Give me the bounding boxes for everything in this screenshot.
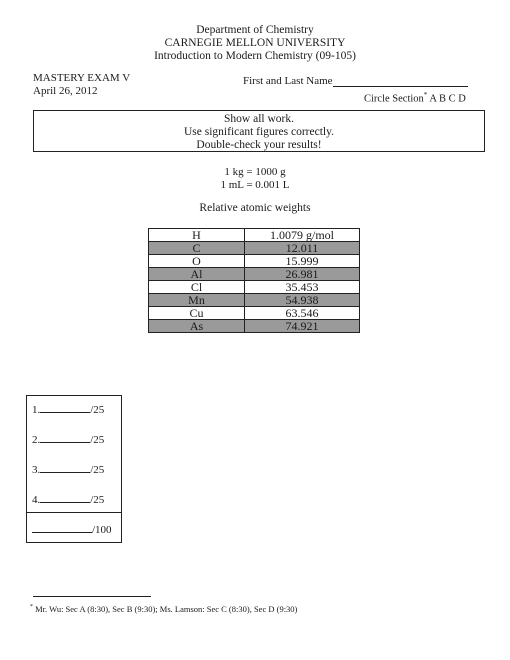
footnote-text: Mr. Wu: Sec A (8:30), Sec B (9:30); Ms. Lamson: Sec C (8:30), Sec D (9:30) xyxy=(35,604,298,614)
element-symbol: C xyxy=(149,242,245,255)
atomic-weight-value: 54.938 xyxy=(245,294,360,307)
footnote-rule xyxy=(33,596,151,597)
score-blank[interactable] xyxy=(40,433,90,443)
score-row-1 xyxy=(32,403,104,416)
section-label: Circle Section xyxy=(364,93,424,105)
conversion-line: 1 kg = 1000 g xyxy=(224,166,286,178)
element-symbol: H xyxy=(149,229,245,242)
atomic-weight-value: 26.981 xyxy=(245,268,360,281)
atomic-weight-row xyxy=(149,320,360,333)
total-divider xyxy=(27,512,121,513)
question-number: 1. xyxy=(32,404,41,416)
atomic-weights-title: Relative atomic weights xyxy=(199,202,311,214)
element-symbol: Cu xyxy=(149,307,245,320)
exam-info xyxy=(33,72,130,98)
atomic-weight-value: 15.999 xyxy=(245,255,360,268)
total-blank[interactable] xyxy=(32,523,92,533)
instruction-line: Double-check your results! xyxy=(196,139,322,151)
atomic-weight-value: 74.921 xyxy=(245,320,360,333)
section-selector xyxy=(364,91,466,105)
score-blank[interactable] xyxy=(40,463,90,473)
question-max: /25 xyxy=(90,434,105,446)
score-row-3 xyxy=(32,463,104,476)
section-options[interactable]: A B C D xyxy=(429,93,466,105)
score-row-4 xyxy=(32,493,104,506)
element-symbol: O xyxy=(149,255,245,268)
atomic-weight-row xyxy=(149,294,360,307)
atomic-weight-row xyxy=(149,229,360,242)
element-symbol: Cl xyxy=(149,281,245,294)
exam-date: April 26, 2012 xyxy=(33,85,98,97)
score-blank[interactable] xyxy=(40,493,90,503)
score-blank[interactable] xyxy=(40,403,90,413)
atomic-weight-value: 63.546 xyxy=(245,307,360,320)
name-field[interactable] xyxy=(243,75,468,87)
instruction-line: Use significant figures correctly. xyxy=(184,126,334,138)
element-symbol: Al xyxy=(149,268,245,281)
score-row-2 xyxy=(32,433,104,446)
footnote-marker: * xyxy=(30,604,33,611)
atomic-weight-value: 1.0079 g/mol xyxy=(245,229,360,242)
atomic-weight-row xyxy=(149,281,360,294)
section-footnote-marker: * xyxy=(423,91,428,99)
score-total-row xyxy=(32,523,112,536)
name-label: First and Last Name xyxy=(243,75,333,87)
atomic-weight-value: 35.453 xyxy=(245,281,360,294)
department-name: Department of Chemistry xyxy=(196,24,314,36)
atomic-weight-row xyxy=(149,242,360,255)
total-max: /100 xyxy=(92,524,112,536)
question-max: /25 xyxy=(90,464,105,476)
question-max: /25 xyxy=(90,494,105,506)
course-name: Introduction to Modern Chemistry (09-105) xyxy=(154,50,356,62)
instruction-line: Show all work. xyxy=(224,113,294,125)
question-number: 4. xyxy=(32,494,41,506)
atomic-weights-table xyxy=(148,228,360,333)
atomic-weight-value: 12.011 xyxy=(245,242,360,255)
conversion-line: 1 mL = 0.001 L xyxy=(220,179,290,191)
exam-title: MASTERY EXAM V xyxy=(33,72,131,84)
question-number: 3. xyxy=(32,464,41,476)
question-max: /25 xyxy=(90,404,105,416)
element-symbol: Mn xyxy=(149,294,245,307)
atomic-weight-row xyxy=(149,255,360,268)
element-symbol: As xyxy=(149,320,245,333)
question-number: 2. xyxy=(32,434,41,446)
atomic-weight-row xyxy=(149,307,360,320)
unit-conversions xyxy=(0,166,510,192)
university-name: CARNEGIE MELLON UNIVERSITY xyxy=(164,37,346,49)
name-blank[interactable] xyxy=(333,76,468,87)
footnote xyxy=(30,604,297,614)
atomic-weight-row xyxy=(149,268,360,281)
score-box xyxy=(26,395,122,543)
instructions-box xyxy=(33,110,485,152)
page-header xyxy=(0,24,510,63)
